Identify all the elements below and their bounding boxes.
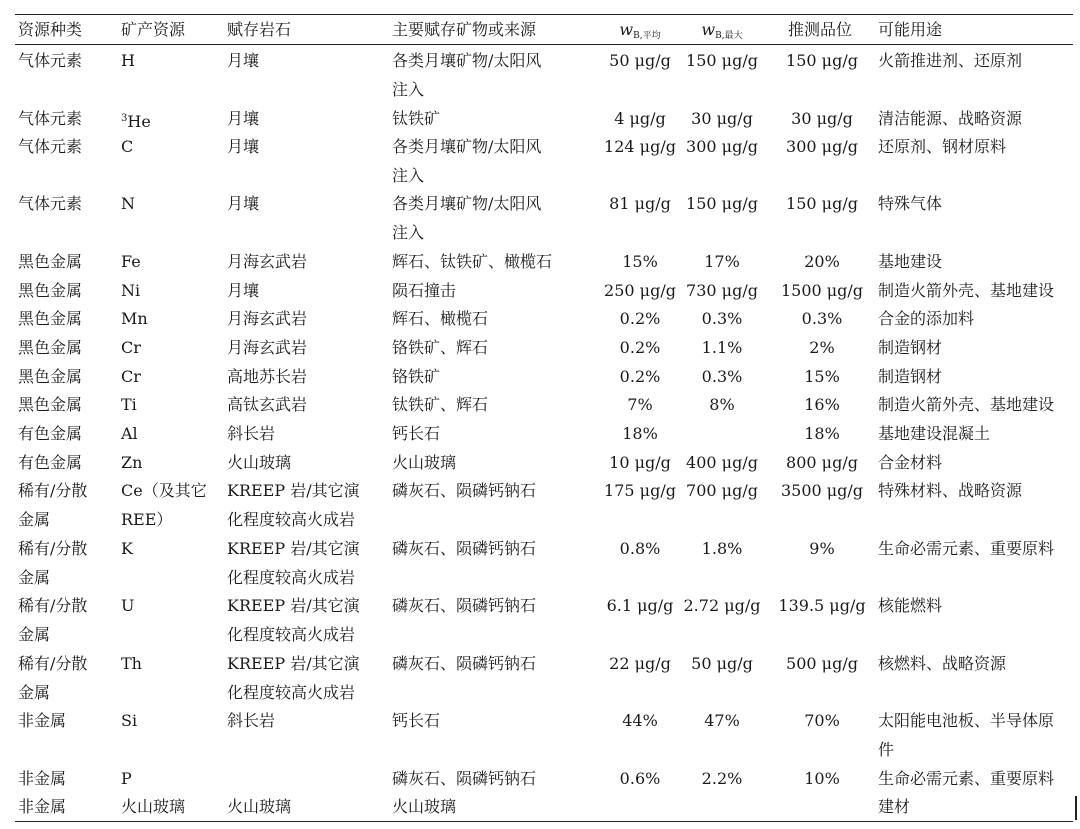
cell-rock: 斜长岩 — [227, 424, 276, 443]
cell-type: 非金属 — [18, 797, 67, 816]
cell-use: 生命必需元素、重要原料 — [878, 769, 1055, 788]
cell-grade: 20% — [804, 252, 840, 271]
cell-rock: 月海玄武岩 — [227, 309, 308, 328]
cell-grade: 70% — [804, 711, 840, 730]
cell-min: 火山玻璃 — [392, 453, 457, 472]
cell-min: 铬铁矿 — [392, 367, 441, 386]
cell-type: 稀有/分散 — [18, 596, 88, 615]
cell-type: 气体元素 — [18, 194, 83, 213]
cell-rock: 化程度较高火成岩 — [227, 625, 356, 644]
cell-max: 730 μg/g — [686, 281, 758, 300]
cell-res: Ni — [121, 281, 141, 300]
header-type: 资源种类 — [18, 20, 83, 39]
cell-avg: 44% — [622, 711, 658, 730]
cell-grade: 3500 μg/g — [780, 481, 864, 500]
header-resource: 矿产资源 — [121, 20, 186, 39]
cell-type: 稀有/分散 — [18, 481, 88, 500]
cell-grade: 0.3% — [801, 309, 843, 328]
cell-max: 8% — [709, 395, 735, 414]
cell-grade: 150 μg/g — [786, 51, 858, 70]
cell-max: 2.2% — [701, 769, 743, 788]
cell-rock: 月壤 — [227, 137, 260, 156]
cell-type: 稀有/分散 — [18, 539, 88, 558]
top-rule — [15, 14, 1073, 15]
cell-rock: 火山玻璃 — [227, 453, 292, 472]
cell-avg: 15% — [622, 252, 658, 271]
cell-min: 辉石、橄榄石 — [392, 309, 489, 328]
cell-res: Ce（及其它 — [121, 481, 207, 500]
cell-use: 制造火箭外壳、基地建设 — [878, 281, 1055, 300]
cell-res: REE） — [121, 510, 173, 529]
cell-res: C — [121, 137, 134, 156]
cell-type: 黑色金属 — [18, 367, 83, 386]
cell-rock: 斜长岩 — [227, 711, 276, 730]
cell-type: 黑色金属 — [18, 252, 83, 271]
cell-rock: 月壤 — [227, 194, 260, 213]
cell-use: 火箭推进剂、还原剂 — [878, 51, 1023, 70]
cell-min: 磷灰石、陨磷钙钠石 — [392, 596, 537, 615]
cell-grade: 1500 μg/g — [780, 281, 864, 300]
cell-rock: 月壤 — [227, 281, 260, 300]
cell-rock: 高地苏长岩 — [227, 367, 308, 386]
cell-min: 各类月壤矿物/太阳风 — [392, 194, 542, 213]
cell-min: 注入 — [392, 223, 425, 242]
cell-grade: 800 μg/g — [786, 453, 858, 472]
cell-rock: 月壤 — [227, 109, 260, 128]
cell-res: Fe — [121, 252, 141, 271]
cell-use: 合金材料 — [878, 453, 943, 472]
cell-max: 1.1% — [701, 338, 743, 357]
cell-grade: 15% — [804, 367, 840, 386]
cell-rock: KREEP 岩/其它演 — [227, 596, 360, 615]
cell-grade: 10% — [804, 769, 840, 788]
header-use: 可能用途 — [878, 20, 943, 39]
cell-res: P — [121, 769, 132, 788]
cell-rock: 月海玄武岩 — [227, 252, 308, 271]
cell-avg: 6.1 μg/g — [606, 596, 674, 615]
cell-res: H — [121, 51, 135, 70]
cell-max: 2.72 μg/g — [683, 596, 761, 615]
cell-res: Al — [121, 424, 138, 443]
cell-res: U — [121, 596, 135, 615]
cell-avg: 0.2% — [619, 338, 661, 357]
cell-type: 有色金属 — [18, 453, 83, 472]
cell-avg: 0.6% — [619, 769, 661, 788]
cell-type: 金属 — [18, 568, 51, 587]
header-mineral: 主要赋存矿物或来源 — [392, 20, 537, 39]
cell-grade: 30 μg/g — [791, 109, 853, 128]
cell-min: 钙长石 — [392, 711, 441, 730]
cell-use: 特殊材料、战略资源 — [878, 481, 1023, 500]
cell-type: 黑色金属 — [18, 395, 83, 414]
cell-type: 金属 — [18, 510, 51, 529]
cell-avg: 0.2% — [619, 367, 661, 386]
cell-rock: KREEP 岩/其它演 — [227, 539, 360, 558]
cell-min: 磷灰石、陨磷钙钠石 — [392, 769, 537, 788]
cell-max: 0.3% — [701, 367, 743, 386]
cell-grade: 9% — [809, 539, 835, 558]
cell-rock: 化程度较高火成岩 — [227, 568, 356, 587]
cell-type: 气体元素 — [18, 51, 83, 70]
cell-max: 1.8% — [701, 539, 743, 558]
cell-type: 气体元素 — [18, 137, 83, 156]
cell-max: 400 μg/g — [686, 453, 758, 472]
cell-rock: KREEP 岩/其它演 — [227, 481, 360, 500]
bottom-rule — [15, 821, 1073, 822]
cell-use: 太阳能电池板、半导体原 — [878, 711, 1055, 730]
cell-max: 300 μg/g — [686, 137, 758, 156]
header-host-rock: 赋存岩石 — [227, 20, 292, 39]
cell-min: 钛铁矿 — [392, 109, 441, 128]
cell-min: 钛铁矿、辉石 — [392, 395, 489, 414]
cell-min: 磷灰石、陨磷钙钠石 — [392, 654, 537, 673]
cell-avg: 7% — [627, 395, 653, 414]
cell-avg: 4 μg/g — [614, 109, 666, 128]
cell-res: N — [121, 194, 135, 213]
cell-max: 0.3% — [701, 309, 743, 328]
cell-avg: 22 μg/g — [609, 654, 671, 673]
cell-use: 制造钢材 — [878, 338, 943, 357]
cell-use: 核燃料、战略资源 — [878, 654, 1007, 673]
cell-avg: 10 μg/g — [609, 453, 671, 472]
cell-avg: 250 μg/g — [604, 281, 676, 300]
header-rule — [15, 44, 1073, 45]
page-edge-mark — [1075, 796, 1077, 820]
cell-avg: 18% — [622, 424, 658, 443]
cell-grade: 16% — [804, 395, 840, 414]
w-avg-subscript: B,平均 — [633, 31, 661, 41]
cell-rock: 月壤 — [227, 51, 260, 70]
cell-use: 制造钢材 — [878, 367, 943, 386]
cell-rock: 火山玻璃 — [227, 797, 292, 816]
cell-avg: 175 μg/g — [604, 481, 676, 500]
cell-use: 建材 — [878, 797, 911, 816]
w-symbol: w — [619, 20, 634, 39]
cell-avg: 50 μg/g — [609, 51, 671, 70]
cell-min: 磷灰石、陨磷钙钠石 — [392, 481, 537, 500]
cell-rock: 化程度较高火成岩 — [227, 510, 356, 529]
cell-type: 非金属 — [18, 769, 67, 788]
cell-type: 稀有/分散 — [18, 654, 88, 673]
cell-res: Th — [121, 654, 142, 673]
cell-use: 清洁能源、战略资源 — [878, 109, 1023, 128]
cell-rock: 月海玄武岩 — [227, 338, 308, 357]
cell-max: 700 μg/g — [686, 481, 758, 500]
cell-type: 黑色金属 — [18, 338, 83, 357]
cell-use: 还原剂、钢材原料 — [878, 137, 1007, 156]
cell-max: 50 μg/g — [691, 654, 753, 673]
cell-res: Cr — [121, 367, 141, 386]
cell-grade: 300 μg/g — [786, 137, 858, 156]
cell-res: K — [121, 539, 133, 558]
cell-max: 150 μg/g — [686, 194, 758, 213]
cell-type: 气体元素 — [18, 109, 83, 128]
cell-min: 各类月壤矿物/太阳风 — [392, 137, 542, 156]
cell-max: 47% — [704, 711, 740, 730]
cell-max: 30 μg/g — [691, 109, 753, 128]
cell-min: 注入 — [392, 166, 425, 185]
cell-use: 基地建设 — [878, 252, 943, 271]
cell-text: He — [127, 112, 151, 131]
cell-min: 陨石撞击 — [392, 281, 457, 300]
cell-grade: 18% — [804, 424, 840, 443]
cell-rock: KREEP 岩/其它演 — [227, 654, 360, 673]
cell-use: 合金的添加料 — [878, 309, 975, 328]
cell-use: 特殊气体 — [878, 194, 943, 213]
cell-res: Zn — [121, 453, 143, 472]
w-symbol: w — [701, 20, 716, 39]
cell-min: 各类月壤矿物/太阳风 — [392, 51, 542, 70]
cell-type: 金属 — [18, 683, 51, 702]
cell-type: 黑色金属 — [18, 281, 83, 300]
cell-use: 核能燃料 — [878, 596, 943, 615]
cell-min: 磷灰石、陨磷钙钠石 — [392, 539, 537, 558]
cell-type: 有色金属 — [18, 424, 83, 443]
cell-grade: 139.5 μg/g — [778, 596, 866, 615]
cell-min: 铬铁矿、辉石 — [392, 338, 489, 357]
superscript: 3 — [121, 113, 128, 124]
cell-grade: 500 μg/g — [786, 654, 858, 673]
cell-res: Si — [121, 711, 138, 730]
cell-min: 火山玻璃 — [392, 797, 457, 816]
cell-rock: 化程度较高火成岩 — [227, 683, 356, 702]
cell-grade: 150 μg/g — [786, 194, 858, 213]
cell-min: 注入 — [392, 80, 425, 99]
cell-avg: 124 μg/g — [604, 137, 676, 156]
cell-avg: 81 μg/g — [609, 194, 671, 213]
cell-avg: 0.8% — [619, 539, 661, 558]
cell-res: Ti — [121, 395, 137, 414]
cell-rock: 高钛玄武岩 — [227, 395, 308, 414]
cell-type: 黑色金属 — [18, 309, 83, 328]
cell-type: 非金属 — [18, 711, 67, 730]
cell-grade: 2% — [809, 338, 835, 357]
cell-min: 钙长石 — [392, 424, 441, 443]
cell-res: 火山玻璃 — [121, 797, 186, 816]
cell-use: 生命必需元素、重要原料 — [878, 539, 1055, 558]
cell-max: 17% — [704, 252, 740, 271]
cell-max: 150 μg/g — [686, 51, 758, 70]
cell-min: 辉石、钛铁矿、橄榄石 — [392, 252, 553, 271]
header-grade: 推测品位 — [788, 20, 853, 39]
cell-use: 基地建设混凝土 — [878, 424, 991, 443]
cell-avg: 0.2% — [619, 309, 661, 328]
cell-res: Mn — [121, 309, 148, 328]
cell-type: 金属 — [18, 625, 51, 644]
w-max-subscript: B,最大 — [715, 31, 743, 41]
cell-use: 制造火箭外壳、基地建设 — [878, 395, 1055, 414]
cell-use: 件 — [878, 740, 895, 759]
cell-res: Cr — [121, 338, 141, 357]
